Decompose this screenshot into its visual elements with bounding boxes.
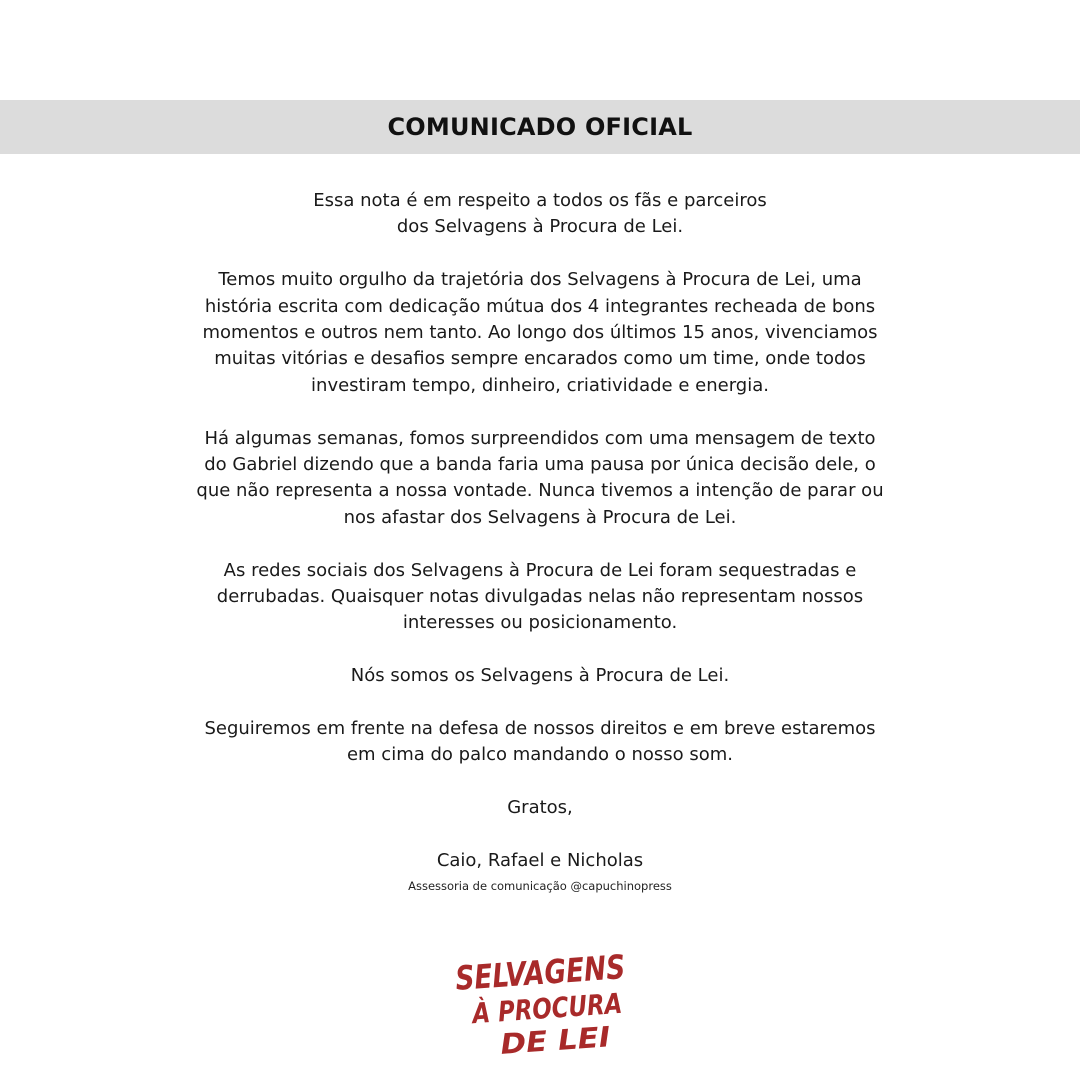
logo-lettering	[454, 944, 669, 1061]
text-line: em cima do palco mandando o nosso som.	[346, 744, 734, 766]
paragraph-identity	[160, 663, 920, 689]
text-line: Seguiremos em frente na defesa de nossos direitos e em breve estaremos	[204, 718, 876, 740]
logo-line-1: SELVAGENS	[454, 944, 669, 998]
text-line: interesses ou posicionamento.	[402, 612, 678, 634]
text-line: Nós somos os Selvagens à Procura de Lei.	[350, 665, 730, 687]
text-line: Temos muito orgulho da trajetória dos Selvagens à Procura de Lei, uma	[218, 269, 862, 291]
text-line: As redes sociais dos Selvagens à Procura de Lei foram sequestradas e	[223, 559, 857, 581]
text-line: muitas vitórias e desafios sempre encarados como um time, onde todos	[214, 348, 866, 370]
paragraph-greeting	[160, 188, 920, 241]
paragraph-history	[160, 267, 920, 399]
signature-block	[160, 848, 920, 894]
text-line: nos afastar dos Selvagens à Procura de Lei.	[343, 506, 737, 528]
text-line: momentos e outros nem tanto. Ao longo dos últimos 15 anos, vivenciamos	[202, 322, 878, 344]
statement-body	[160, 188, 920, 894]
text-line: derrubadas. Quaisquer notas divulgadas nelas não representam nossos	[216, 586, 864, 608]
paragraph-pause-message	[160, 426, 920, 532]
page-title: COMUNICADO OFICIAL	[387, 113, 693, 141]
text-line: que não representa a nossa vontade. Nunca tivemos a intenção de parar ou	[196, 480, 884, 502]
logo-line-2: À PROCURA	[471, 984, 658, 1031]
text-line: Há algumas semanas, fomos surpreendidos com uma mensagem de texto	[204, 427, 876, 449]
text-line: do Gabriel dizendo que a banda faria uma pausa por única decisão dele, o	[204, 454, 876, 476]
text-line: dos Selvagens à Procura de Lei.	[396, 216, 684, 238]
logo-line-3: DE LEI	[499, 1020, 601, 1061]
press-credit: Assessoria de comunicação @capuchinopress	[408, 879, 672, 894]
paragraph-closing	[160, 795, 920, 821]
text-line: história escrita com dedicação mútua dos 4 integrantes recheada de bons	[204, 295, 876, 317]
text-line: Gratos,	[507, 797, 573, 819]
title-banner	[0, 100, 1080, 154]
paragraph-social-media	[160, 558, 920, 637]
band-logo	[448, 944, 669, 1061]
signature-names: Caio, Rafael e Nicholas	[436, 850, 644, 872]
text-line: investiram tempo, dinheiro, criatividade e energia.	[311, 374, 769, 396]
text-line: Essa nota é em respeito a todos os fãs e parceiros	[313, 190, 767, 211]
paragraph-future	[160, 716, 920, 769]
